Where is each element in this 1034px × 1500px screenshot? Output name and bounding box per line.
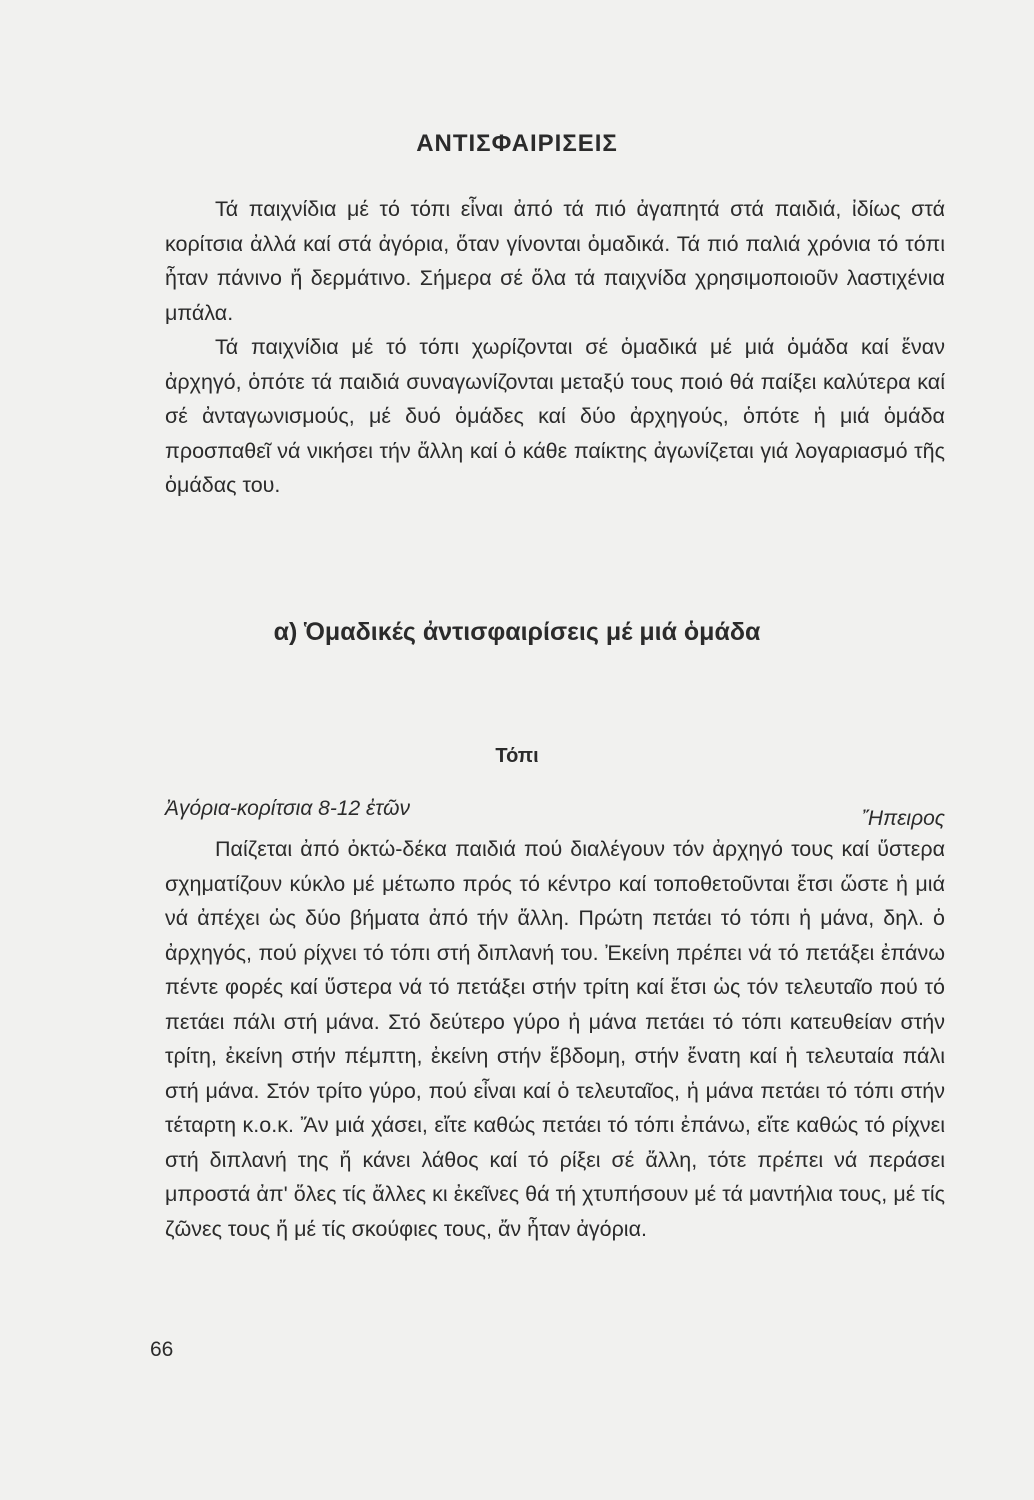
game-meta [165,797,945,831]
chapter-title: ΑΝΤΙΣΦΑΙΡΙΣΕΙΣ [416,130,618,157]
section-title: α) Ὁμαδικές ἀντισφαιρίσεις μέ μιά ὁμάδα [273,618,761,646]
game-paragraph: Παίζεται ἀπό ὀκτώ-δέκα παιδιά πού διαλέγουν τόν ἀρχηγό τους καί ὕστερα σχηματίζουν κύκλο μέ μέτωπο πρός τό κέντρο καί τοποθετοῦνται ἔτσι ὥστε ἡ μιά νά ἀπέχει ὡς δύο βήματα ἀπό τήν ἄλλη. Πρώτη πετάει τό τόπι ἡ μάνα, δηλ. ὁ ἀρχηγός, πού ρίχνει τό τόπι στή διπλανή του. Ἐκείνη πρέπει νά τό πετάξει ἐπάνω πέντε φορές καί ὕστερα νά τό πετάξει στήν τρίτη καί ἔτσι ὡς τόν τελευταῖο πού τό πετάει πάλι στή μάνα. Στό δεύτερο γύρο ἡ μάνα πετάει τό τόπι κατευθείαν στήν τρίτη, ἐκείνη στήν πέμπτη, ἐκείνη στήν ἕβδομη, στήν ἔνατη καί ἡ τελευταία πάλι στή μάνα. Στόν τρίτο γύρο, πού εἶναι καί ὁ τελευταῖος, ἡ μάνα πετάει τό τόπι στήν τέταρτη κ.ο.κ. Ἄν μιά χάσει, εἴτε καθώς πετάει τό τόπι ἐπάνω, εἴτε καθώς τό ρίχνει στή διπλανή της ἤ κάνει λάθος καί τό ρίξει σέ ἄλλη, τότε πρέπει νά περάσει μπροστά ἀπ' ὅλες τίς ἄλλες κι ἐκεῖνες θά τή χτυπήσουν μέ τά μαντήλια τους, μέ τίς ζῶνες τους ἤ μέ τίς σκούφιες τους, ἄν ἦταν ἀγόρια. [165,837,945,1241]
game-region: Ἤπειρος [861,807,945,830]
intro-text [165,192,945,503]
page-number: 66 [150,1338,174,1361]
intro-paragraph-2: Τά παιχνίδια μέ τό τόπι χωρίζονται σέ ὁμαδικά μέ μιά ὁμάδα καί ἕναν ἀρχηγό, ὁπότε τά παιδιά συναγωνίζονται μεταξύ τους ποιό θά παίξει καλύτερα καί σέ ἀνταγωνισμούς, μέ δυό ὁμάδες καί δύο ἀρχηγούς, ὁπότε ἡ μιά ὁμάδα προσπαθεῖ νά νικήσει τήν ἄλλη καί ὁ κάθε παίκτης ἀγωνίζεται γιά λογαριασμό τῆς ὁμάδας του. [165,335,945,497]
game-title: Τόπι [495,745,539,767]
intro-paragraph-1: Τά παιχνίδια μέ τό τόπι εἶναι ἀπό τά πιό ἀγαπητά στά παιδιά, ἰδίως στά κορίτσια ἀλλά καί στά ἀγόρια, ὅταν γίνονται ὁμαδικά. Τά πιό παλιά χρόνια τό τόπι ἦταν πάνινο ἤ δερμάτινο. Σήμερα σέ ὅλα τά παιχνίδα χρησιμοποιοῦν λαστιχένια μπάλα. [165,197,945,325]
game-players: Ἀγόρια-κορίτσια 8-12 ἐτῶν [165,797,410,820]
game-description [165,832,945,1246]
